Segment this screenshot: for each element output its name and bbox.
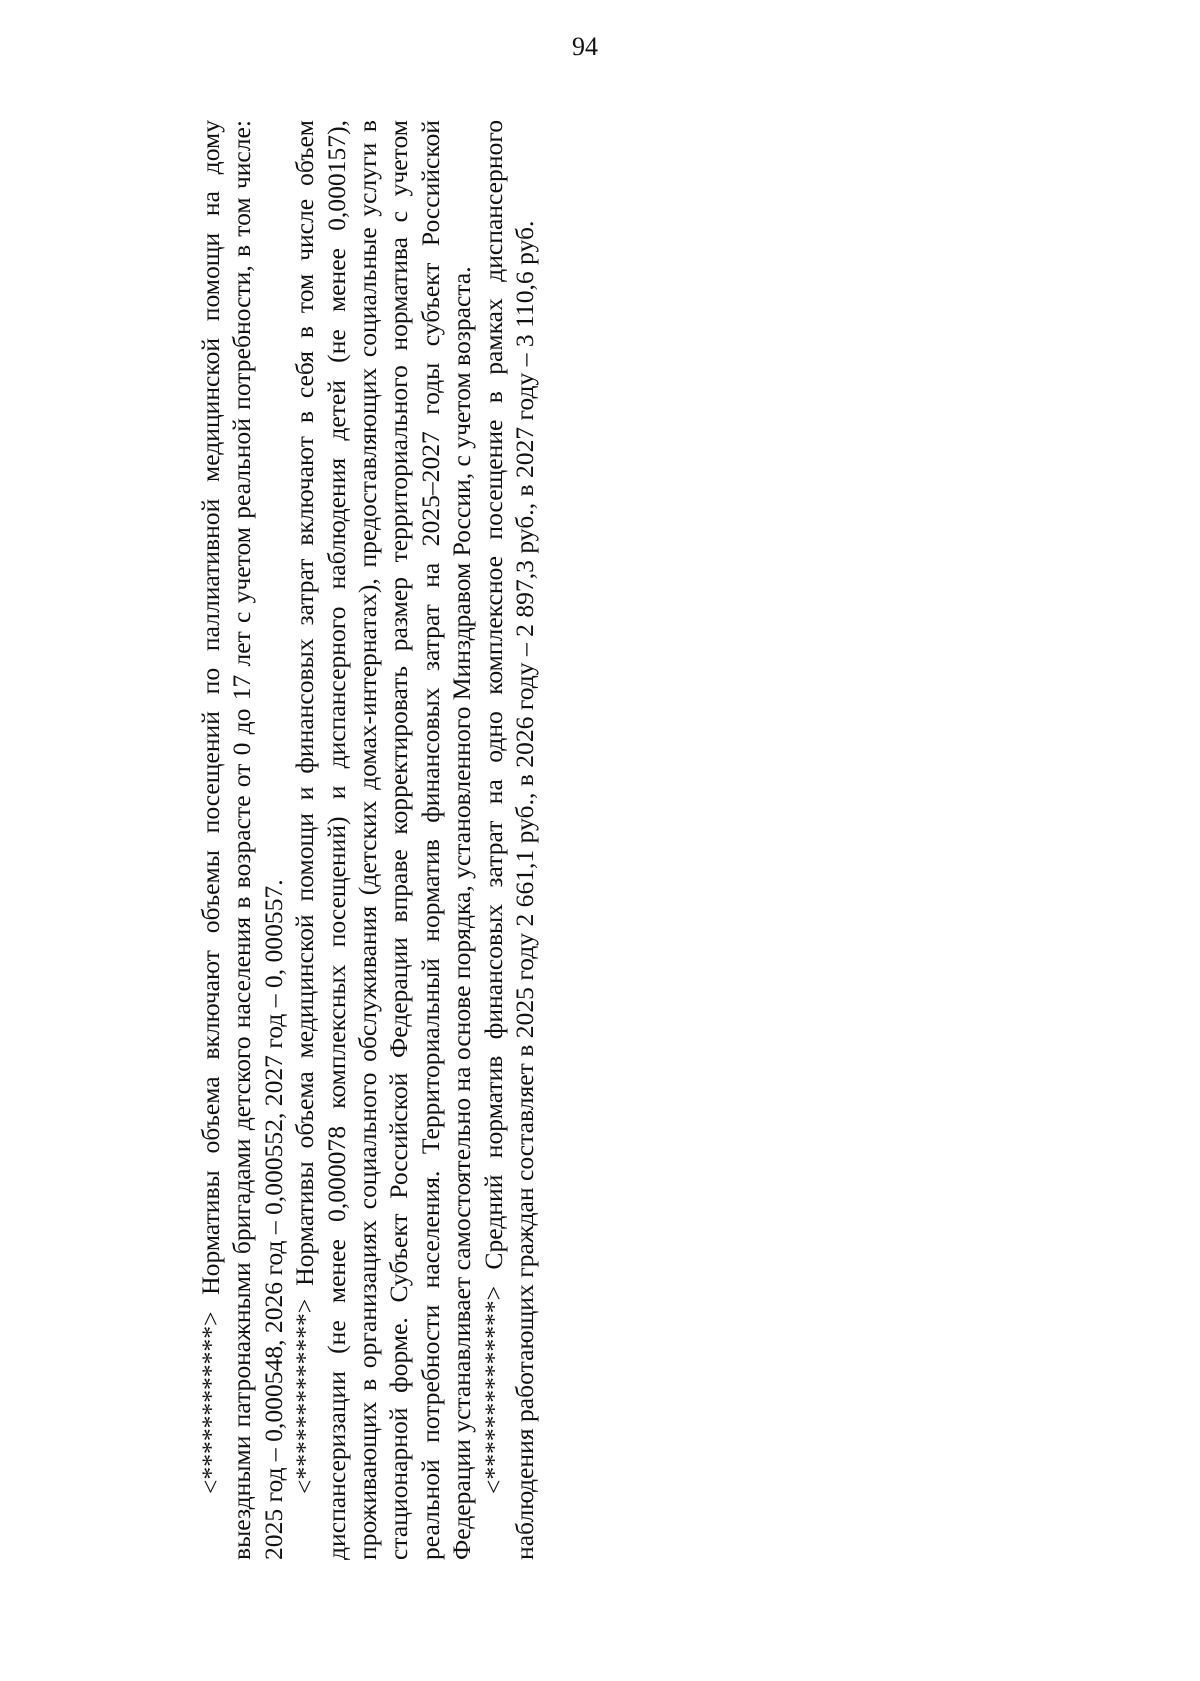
footnote-text: Нормативы объема медицинской помощи и финансовых затрат включают в себя в том числе объем диспансеризации (не менее 0,000078 комплексных посещений) и диспансерного наблюдения детей (не менее 0,000157), проживающих в организациях социального обслуживания (детских домах-интернатах), предоставляющих социальные услуги в стационарной форме. Субъект Российской Федерации вправе корректировать размер территориального норматива с учетом реальной потребности населения. Территориальный норматив финансовых затрат на 2025–2027 годы субъект Российской Федерации устанавливает самостоятельно на основе порядка, установленного Минздравом России, с учетом возраста. <box>290 120 477 1560</box>
page-number: 94 <box>572 32 598 61</box>
footnote-marker: <*************> <box>290 1298 320 1494</box>
footnote-marker: <************> <box>196 1311 225 1494</box>
footnote-text: Нормативы объема включают объемы посещений по паллиативной медицинской помощи на дому выездными патронажными бригадами детского населения в возрасте от 0 до 17 лет с учетом реальной потребности, в том числе: 2025 год – 0,000548, 2026 год – 0,000552, 2027 год – 0, 000557. <box>196 120 288 1560</box>
footnote-paragraph <box>289 120 477 1560</box>
footnote-marker: <**************> <box>478 1285 508 1494</box>
footnote-text: Средний норматив финансовых затрат на одно комплексное посещение в рамках диспансерного наблюдения работающих граждан составляет в 2025 году 2 661,1 руб., в 2026 году – 2 897,3 руб., в 2027 году – 3 110,6 руб. <box>478 120 540 1560</box>
footnote-paragraph <box>478 120 541 1560</box>
rotated-footnotes-block <box>195 120 540 1560</box>
footnote-paragraph <box>195 120 289 1560</box>
